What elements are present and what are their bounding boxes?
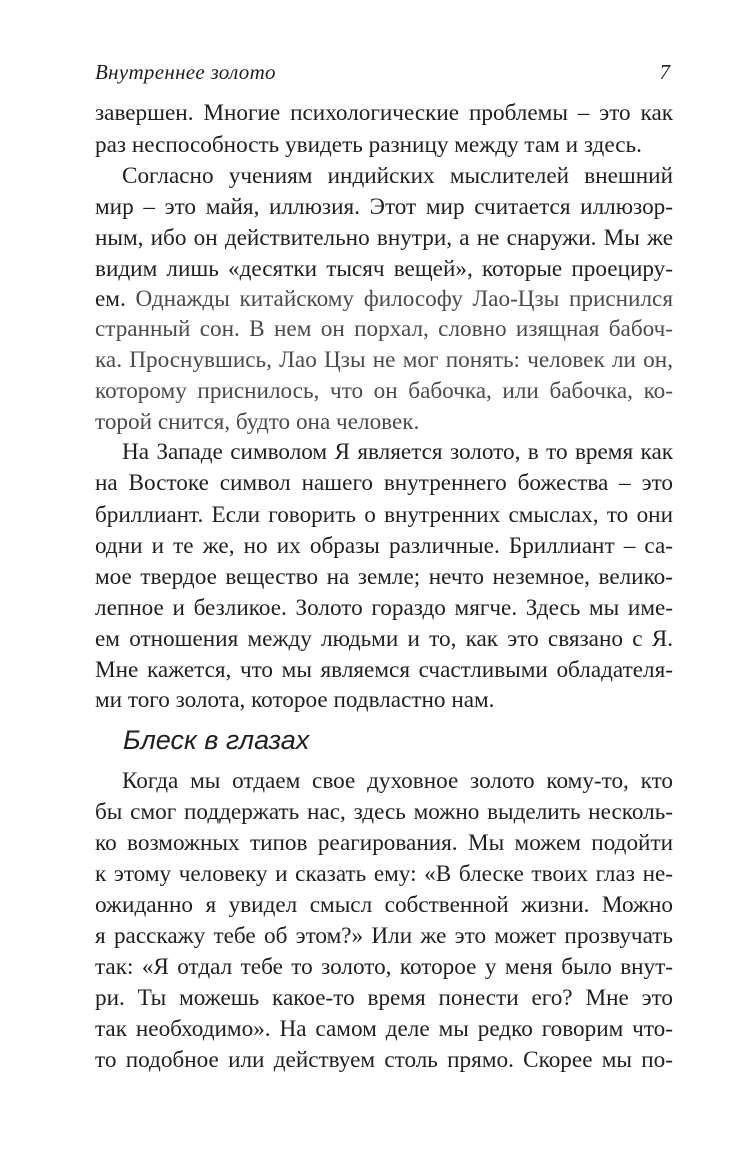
- text-line: на Востоке символ нашего внутреннего божества – это: [95, 470, 673, 496]
- text-line: одни и те же, но их образы различные. Бриллиант – са-: [95, 533, 673, 559]
- text-line: раз неспособность увидеть разницу между там и здесь.: [95, 132, 642, 158]
- text-line: ем отношения между людьми и то, как это связано с Я.: [95, 626, 673, 652]
- text-line: странный сон. В нем он порхал, словно изящная бабоч-: [95, 316, 673, 342]
- text-line: так необходимо». На самом деле мы редко говорим что-: [95, 1016, 673, 1042]
- text-line: На Западе символом Я является золото, в то время как: [122, 439, 673, 465]
- text-line: я расскажу тебе об этом?» Или же это может прозвучать: [95, 923, 673, 949]
- text-line: мир – это майя, иллюзия. Этот мир считается иллюзор-: [95, 194, 673, 220]
- text-segment-gray: Однажды китайскому философу Лао-Цзы приснился: [135, 286, 673, 312]
- running-title: Внутреннее золото: [95, 60, 276, 84]
- page-number: 7: [659, 60, 670, 84]
- text-line: бы смог поддержать нас, здесь можно выделить несколь-: [95, 799, 673, 825]
- text-line: Когда мы отдаем свое духовное золото кому-то, кто: [122, 768, 673, 794]
- text-line: ри. Ты можешь какое-то время понести его? Мне это: [95, 985, 673, 1011]
- text-line: так: «Я отдал тебе то золото, которое у меня было внут-: [95, 954, 673, 980]
- text-line: бриллиант. Если говорить о внутренних смыслах, то они: [95, 502, 673, 528]
- text-line: к этому человеку и сказать ему: «В блеске твоих глаз не-: [95, 861, 673, 887]
- text-line: ко возможных типов реагирования. Мы можем подойти: [95, 830, 673, 856]
- text-segment: ем.: [95, 286, 136, 312]
- text-line: ожиданно я увидел смысл собственной жизни. Можно: [95, 892, 673, 918]
- text-line: торой снится, будто она человек.: [95, 409, 420, 435]
- text-line: ным, ибо он действительно внутри, а не снаружи. Мы же: [95, 225, 673, 251]
- text-line: то подобное или действуем столь прямо. Скорее мы по-: [95, 1047, 673, 1073]
- text-line: [95, 283, 673, 315]
- section-heading: Блеск в глазах: [123, 725, 310, 755]
- text-line: которому приснилось, что он бабочка, или бабочка, ко-: [95, 378, 673, 404]
- text-line: видим лишь «десятки тысяч вещей», которые проециру-: [95, 256, 673, 282]
- text-line: завершен. Многие психологические проблемы – это как: [95, 100, 673, 126]
- text-line: ми того золота, которое подвластно нам.: [95, 687, 495, 713]
- text-line: мое твердое вещество на земле; нечто неземное, велико-: [95, 564, 673, 590]
- text-line: ка. Проснувшись, Лао Цзы не мог понять: человек ли он,: [95, 347, 673, 373]
- text-line: лепное и безликое. Золото гораздо мягче. Здесь мы име-: [95, 595, 673, 621]
- text-line: Мне кажется, что мы являемся счастливыми обладателя-: [95, 657, 673, 683]
- text-line: Согласно учениям индийских мыслителей внешний: [122, 163, 673, 189]
